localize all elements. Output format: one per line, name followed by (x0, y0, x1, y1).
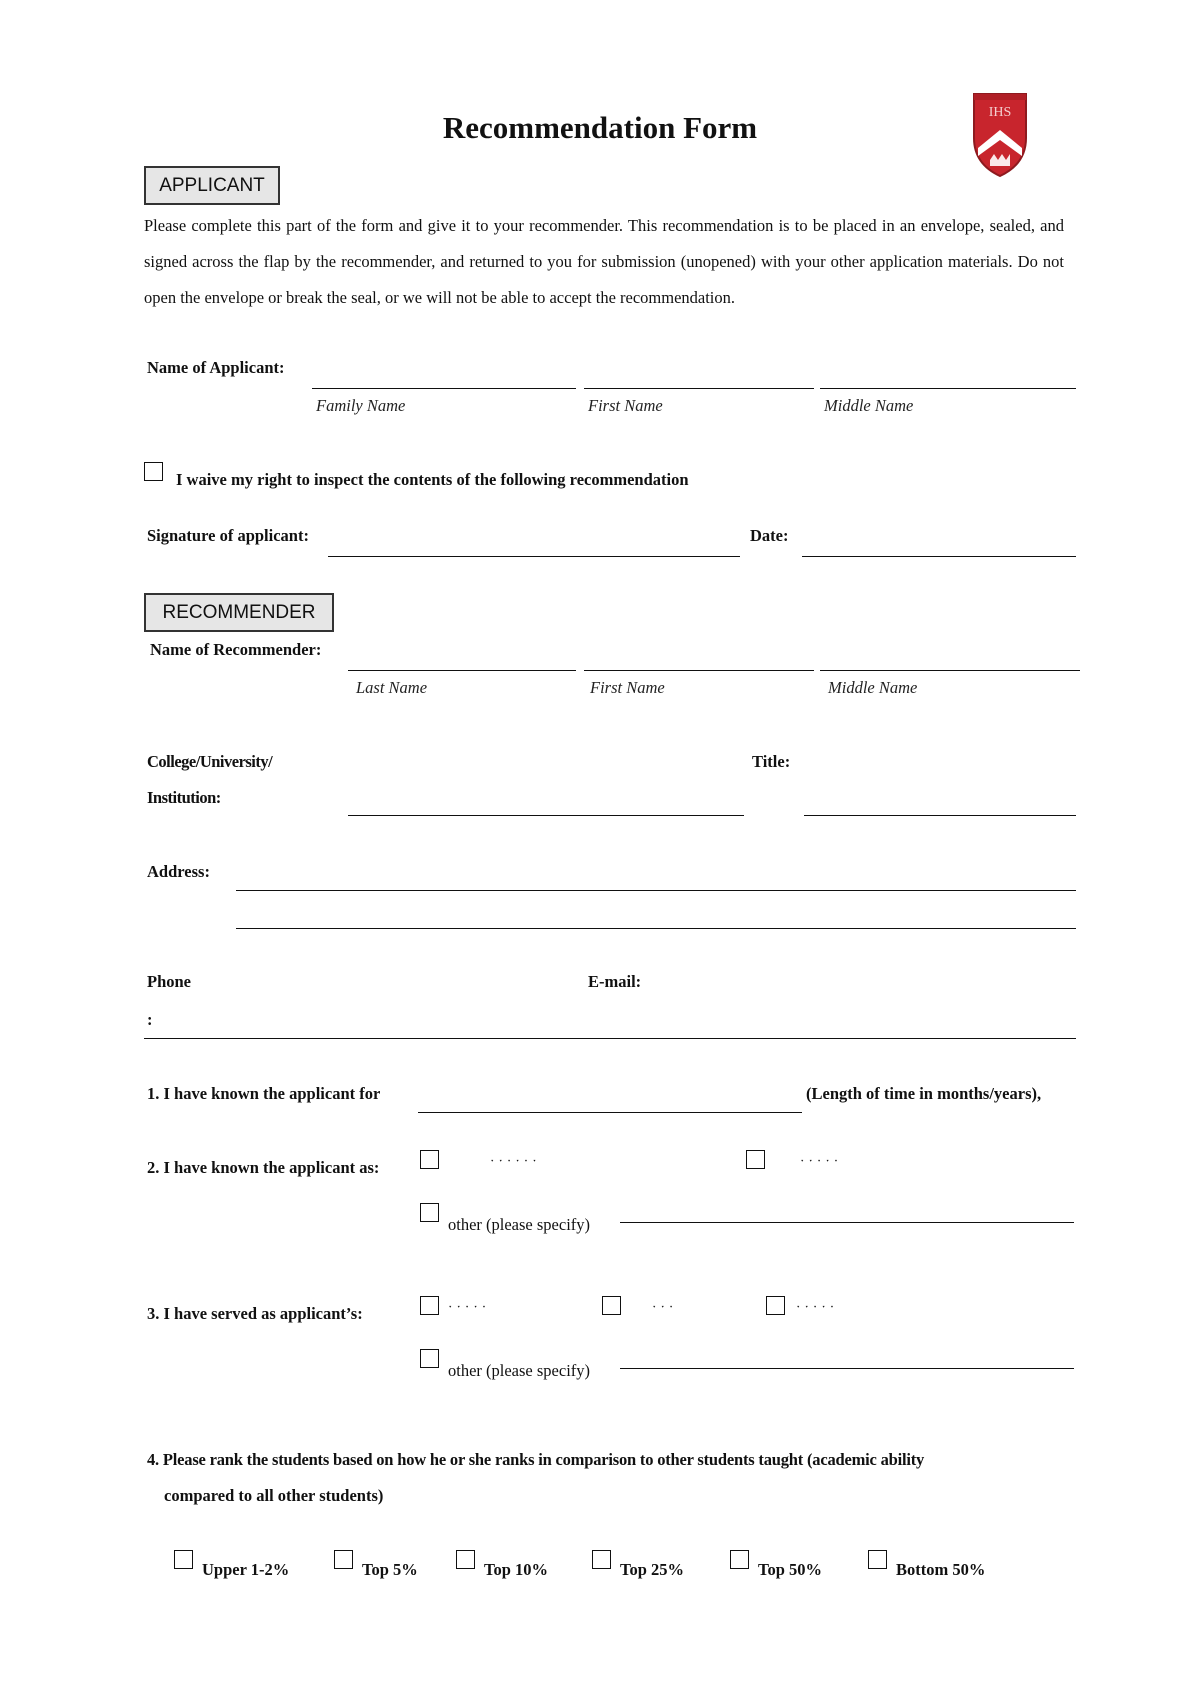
q2-option-b-checkbox[interactable] (746, 1150, 765, 1169)
q4-option-label-text-4: Top 25% (620, 1560, 685, 1579)
q4-line1: 4. Please rank the students based on how he or she ranks in comparison to other students taught (academic ability (147, 1450, 925, 1469)
q2-other-text-content: other (please specify) (448, 1215, 591, 1234)
applicant-middle-name-caption: Middle Name (824, 396, 914, 415)
date-field[interactable] (802, 556, 1076, 557)
q2-label: 2. I have known the applicant as: (147, 1158, 380, 1177)
q4-option-checkbox-1[interactable] (174, 1550, 193, 1569)
q4-option-checkbox-6[interactable] (868, 1550, 887, 1569)
waiver-text (176, 470, 756, 489)
waiver-checkbox[interactable] (144, 462, 163, 481)
q4-option-label-5 (758, 1560, 868, 1579)
applicant-first-name-field[interactable] (584, 388, 814, 389)
applicant-family-name-field[interactable] (312, 388, 576, 389)
q2-option-a-checkbox[interactable] (420, 1150, 439, 1169)
q4-option-label-4 (620, 1560, 730, 1579)
q3-other-field[interactable] (620, 1368, 1074, 1369)
phone-label: Phone (147, 972, 192, 991)
q2-other-field[interactable] (620, 1222, 1074, 1223)
recommender-first-name-caption: First Name (590, 678, 665, 697)
q4-option-checkbox-2[interactable] (334, 1550, 353, 1569)
q4-option-label-text-2: Top 5% (362, 1560, 418, 1579)
logo-text: IHS (988, 105, 1012, 120)
q4-option-label-text-3: Top 10% (484, 1560, 549, 1579)
recommender-name-label: Name of Recommender: (150, 640, 322, 659)
recommender-title-field[interactable] (804, 815, 1076, 816)
recommender-section-label (144, 593, 334, 632)
institution-label-line2: Institution: (147, 788, 221, 807)
q4-option-label-1 (202, 1560, 312, 1579)
school-crest-logo (968, 86, 1032, 178)
applicant-name-label: Name of Applicant: (147, 358, 285, 377)
signature-label: Signature of applicant: (147, 526, 309, 545)
q1-length-field[interactable] (418, 1112, 802, 1113)
recommender-section-label-text: RECOMMENDER (162, 601, 316, 623)
q4-option-label-6 (896, 1560, 1006, 1579)
recommender-last-name-field[interactable] (348, 670, 576, 671)
applicant-middle-name-field[interactable] (820, 388, 1076, 389)
recommender-first-name-field[interactable] (584, 670, 814, 671)
q3-other-text-content: other (please specify) (448, 1361, 591, 1380)
page-title-text: Recommendation Form (442, 110, 758, 145)
q2-option-b-text: ˑ ˑ ˑ ˑ ˑ (800, 1154, 839, 1171)
applicant-instructions: Please complete this part of the form and give it to your recommender. This recommendation is to be placed in an envelope, sealed, and signed across the flap by the recommender, and returned to you for submission (unopened) with your other application materials. Do not open the envelope or break the seal, or we will not be able to accept the recommendation. (144, 216, 1064, 307)
q3-option-b-text: ˑ ˑ ˑ (652, 1300, 674, 1317)
q1-suffix: (Length of time in months/years), (806, 1084, 1042, 1103)
address-label: Address: (147, 862, 210, 881)
recommender-title-label: Title: (752, 752, 791, 771)
institution-field[interactable] (348, 815, 744, 816)
q4-option-checkbox-5[interactable] (730, 1550, 749, 1569)
q3-label: 3. I have served as applicant’s: (147, 1304, 363, 1323)
recommender-middle-name-caption: Middle Name (828, 678, 918, 697)
q4-option-label-text-1: Upper 1-2% (202, 1560, 290, 1579)
q2-option-a-text: ˑ ˑ ˑ ˑ ˑ ˑ (490, 1154, 537, 1171)
q4-option-checkbox-4[interactable] (592, 1550, 611, 1569)
recommender-middle-name-field[interactable] (820, 670, 1080, 671)
email-label: E-mail: (588, 972, 642, 991)
q2-other-checkbox[interactable] (420, 1203, 439, 1222)
q3-option-b-checkbox[interactable] (602, 1296, 621, 1315)
phone-label-colon: : (147, 1010, 153, 1029)
phone-email-field[interactable] (144, 1038, 1076, 1039)
date-label: Date: (750, 526, 789, 545)
q4-option-label-3 (484, 1560, 594, 1579)
q4-option-checkbox-3[interactable] (456, 1550, 475, 1569)
q3-option-c-checkbox[interactable] (766, 1296, 785, 1315)
q4-option-label-text-5: Top 50% (758, 1560, 823, 1579)
applicant-section-label-text: APPLICANT (159, 174, 265, 196)
recommender-last-name-caption: Last Name (356, 678, 428, 697)
q3-other-checkbox[interactable] (420, 1349, 439, 1368)
q3-other-text (448, 1361, 612, 1380)
signature-field[interactable] (328, 556, 740, 557)
applicant-first-name-caption: First Name (588, 396, 663, 415)
q4-option-label-text-6: Bottom 50% (896, 1560, 986, 1579)
address-field-line1[interactable] (236, 890, 1076, 891)
q1-label: 1. I have known the applicant for (147, 1084, 381, 1103)
applicant-section-label (144, 166, 280, 205)
q3-option-a-checkbox[interactable] (420, 1296, 439, 1315)
q4-line2: compared to all other students) (164, 1486, 384, 1505)
applicant-family-name-caption: Family Name (316, 396, 406, 415)
q3-option-a-text: ˑ ˑ ˑ ˑ ˑ (448, 1300, 487, 1317)
q3-option-c-text: ˑ ˑ ˑ ˑ ˑ (796, 1300, 835, 1317)
institution-label-line1: College/University/ (147, 752, 273, 771)
address-field-line2[interactable] (236, 928, 1076, 929)
waiver-text-content: I waive my right to inspect the contents of the following recommendation (176, 470, 689, 489)
q2-other-text (448, 1215, 612, 1234)
